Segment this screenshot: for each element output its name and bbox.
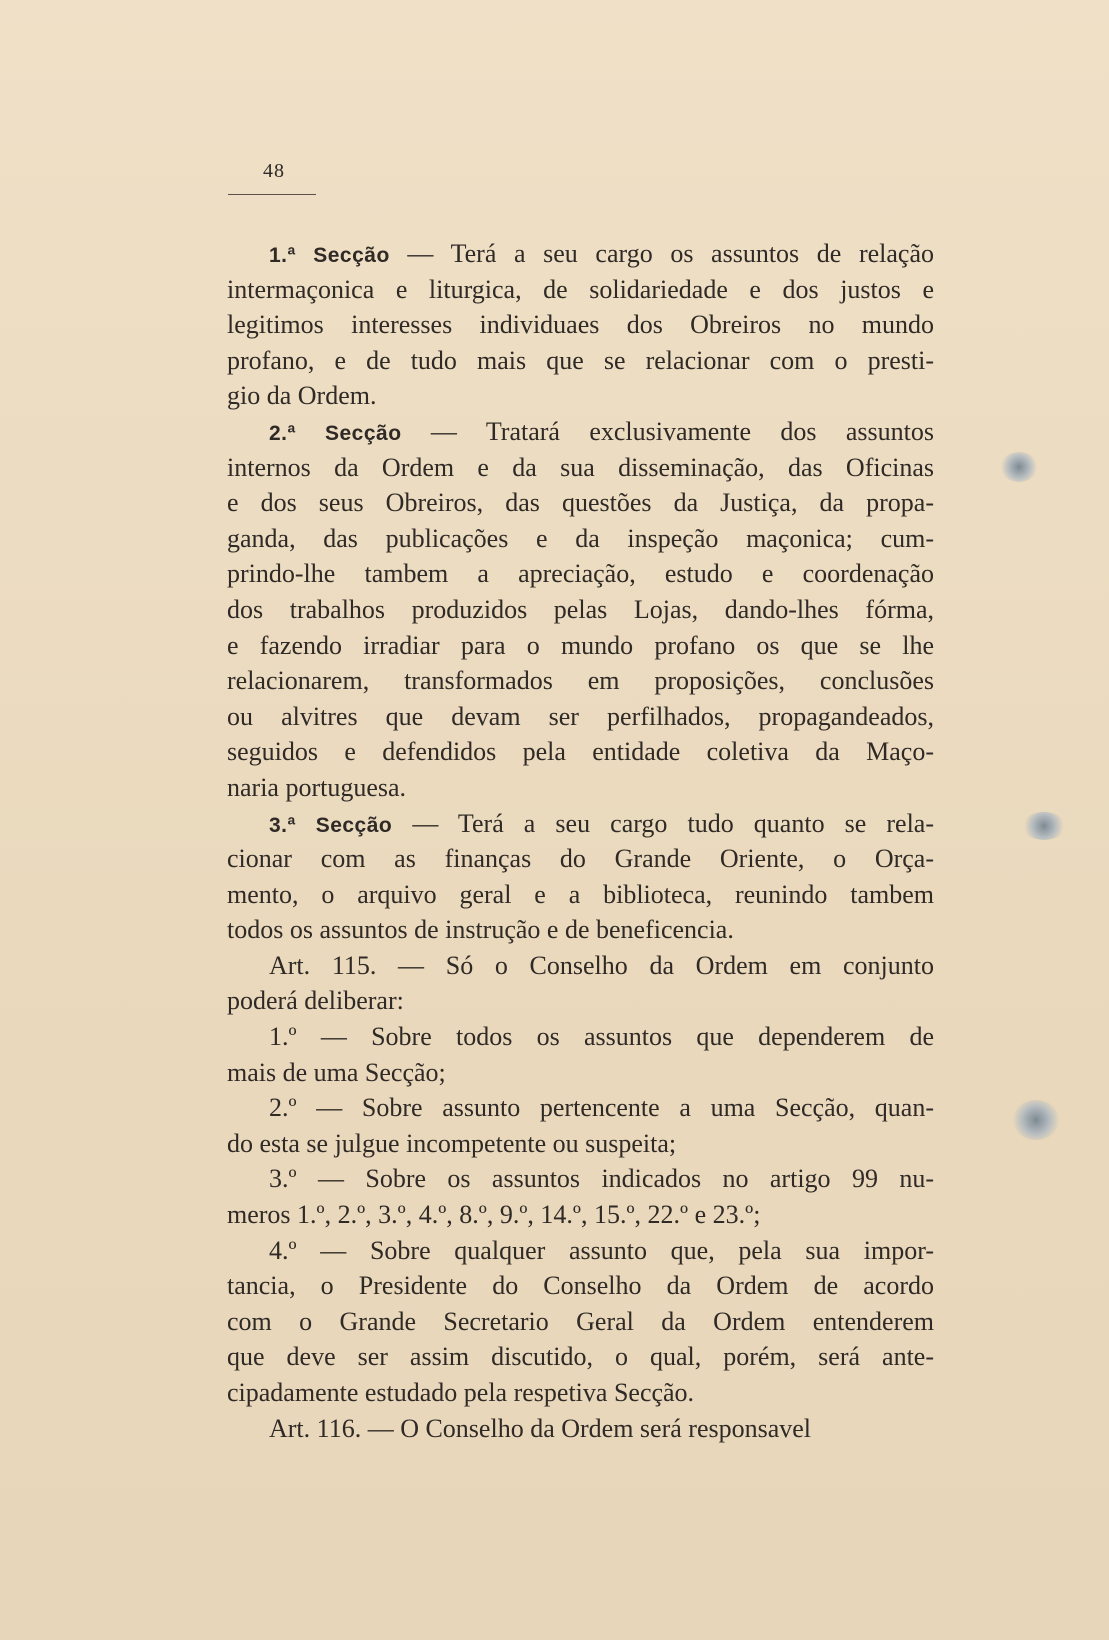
section-heading: 3.ª Secção (269, 813, 393, 837)
line-text: naria portuguesa. (227, 772, 407, 802)
text-line (227, 521, 934, 557)
text-line (227, 948, 934, 984)
line-text: que deve ser assim discutido, o qual, porém, será ante- (227, 1342, 934, 1372)
text-line (227, 343, 934, 379)
text-line (227, 485, 934, 521)
line-text: mais de uma Secção; (227, 1057, 446, 1087)
body-text (227, 236, 934, 1446)
line-text: Art. 115. — Só o Conselho da Ordem em conjunto (269, 950, 934, 980)
text-line (227, 912, 934, 948)
text-line (227, 1411, 934, 1447)
text-line (227, 663, 934, 699)
text-line (227, 1055, 934, 1091)
line-text: cionar com as finanças do Grande Oriente, o Orça- (227, 844, 934, 874)
text-line (227, 450, 934, 486)
text-line (227, 1161, 934, 1197)
line-text: — Tratará exclusivamente dos assuntos (401, 416, 935, 446)
line-text: todos os assuntos de instrução e de beneficencia. (227, 915, 734, 945)
line-text: tancia, o Presidente do Conselho da Ordem de acordo (227, 1271, 934, 1301)
section-heading: 1.ª Secção (269, 244, 390, 267)
text-line (227, 556, 934, 592)
line-text: dos trabalhos produzidos pelas Lojas, dando-lhes fórma, (227, 594, 934, 624)
line-text: legitimos interesses individuaes dos Obreiros no mundo (227, 310, 934, 340)
binding-hole-mark (1012, 1100, 1060, 1140)
line-text: meros 1.º, 2.º, 3.º, 4.º, 8.º, 9.º, 14.º, 15.º, 22.º e 23.º; (227, 1200, 761, 1230)
line-text: relacionarem, transformados em proposições, conclusões (227, 666, 934, 696)
line-text: do esta se julgue incompetente ou suspeita; (227, 1128, 677, 1158)
text-line (227, 1375, 934, 1411)
text-line (227, 1090, 934, 1126)
text-line (227, 236, 934, 272)
line-text: ou alvitres que devam ser perfilhados, propagandeados, (227, 701, 934, 731)
text-line (227, 806, 934, 842)
line-text: internos da Ordem e da sua disseminação, das Oficinas (227, 452, 934, 482)
binding-hole-mark (1000, 452, 1038, 482)
text-line (227, 1268, 934, 1304)
line-text: poderá deliberar: (227, 986, 404, 1016)
text-line (227, 983, 934, 1019)
text-line (227, 877, 934, 913)
line-text: e fazendo irradiar para o mundo profano os que se lhe (227, 630, 934, 660)
page-number: 48 (263, 160, 285, 182)
line-text: intermaçonica e liturgica, de solidariedade e dos justos e (227, 274, 934, 304)
text-line (227, 1339, 934, 1375)
line-text: com o Grande Secretario Geral da Ordem entenderem (227, 1306, 934, 1336)
text-line (227, 307, 934, 343)
text-line (227, 734, 934, 770)
text-line (227, 628, 934, 664)
line-text: cipadamente estudado pela respetiva Secção. (227, 1378, 695, 1407)
text-line (227, 1304, 934, 1340)
text-line (227, 841, 934, 877)
text-line (227, 1126, 934, 1162)
line-text: profano, e de tudo mais que se relacionar com o presti- (227, 345, 934, 375)
line-text: 2.º — Sobre assunto pertencente a uma Secção, quan- (269, 1093, 934, 1123)
line-text: seguidos e defendidos pela entidade coletiva da Maço- (227, 737, 934, 767)
text-line (227, 1197, 934, 1233)
line-text: gio da Ordem. (227, 381, 377, 411)
section-heading: 2.ª Secção (269, 421, 402, 445)
line-text: Art. 116. — O Conselho da Ordem será responsavel (269, 1413, 812, 1443)
header-rule (228, 194, 316, 195)
text-line (227, 592, 934, 628)
binding-hole-mark (1022, 812, 1066, 840)
line-text: ganda, das publicações e da inspeção maçonica; cum- (227, 523, 934, 553)
line-text: — Terá a seu cargo os assuntos de relação (389, 239, 934, 268)
text-line (227, 770, 934, 806)
line-text: mento, o arquivo geral e a biblioteca, reunindo tambem (227, 879, 934, 909)
line-text: — Terá a seu cargo tudo quanto se rela- (392, 808, 934, 838)
text-line (227, 378, 934, 414)
text-line (227, 1019, 934, 1055)
text-line (227, 699, 934, 735)
text-line (227, 272, 934, 308)
line-text: e dos seus Obreiros, das questões da Justiça, da propa- (227, 488, 934, 518)
text-line (227, 1233, 934, 1269)
line-text: prindo-lhe tambem a apreciação, estudo e coordenação (227, 559, 934, 589)
line-text: 3.º — Sobre os assuntos indicados no artigo 99 nu- (269, 1164, 934, 1194)
line-text: 4.º — Sobre qualquer assunto que, pela sua impor- (269, 1235, 934, 1265)
line-text: 1.º — Sobre todos os assuntos que dependerem de (269, 1022, 934, 1052)
text-line (227, 414, 934, 450)
